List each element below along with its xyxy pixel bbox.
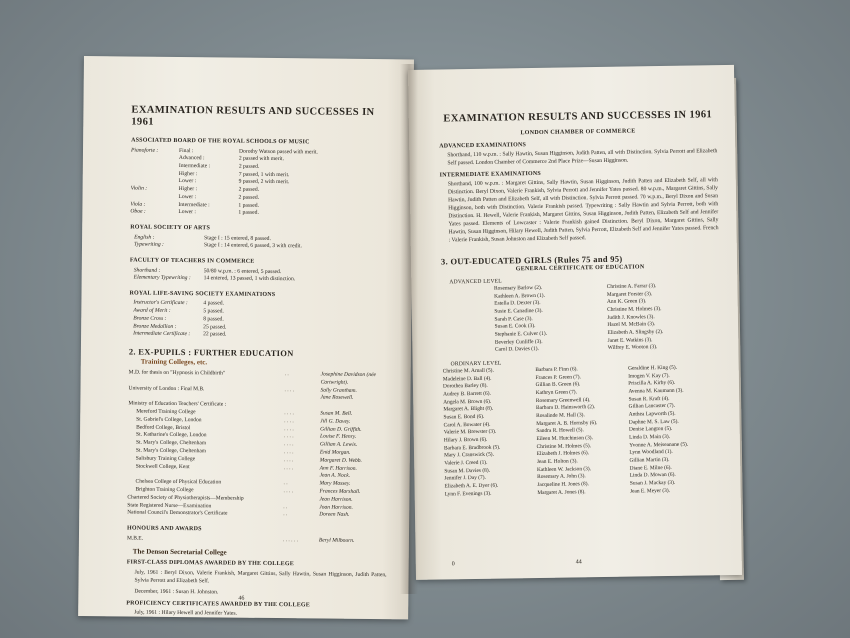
- diplomas-heading: FIRST-CLASS DIPLOMAS AWARDED BY THE COLLEGE: [126, 559, 294, 568]
- list-item: Jean E. Meyer (3).: [629, 487, 670, 495]
- list-item: Avenna M. Kaumann (3).: [628, 387, 684, 395]
- list-item: St. Katharine's College, London . . . . Louise F. Henry.: [136, 431, 357, 441]
- list-item: Barbara E. Bradbrook (5).: [443, 444, 501, 452]
- list-item: Rosalinde M. Hall (3).: [536, 412, 585, 420]
- left-page: [78, 56, 414, 619]
- list-item: Bedford College, Bristol . . . . Gillian D. Griffith.: [136, 424, 362, 433]
- outeducated-heading: 3. OUT-EDUCATED GIRLS (Rules 75 and 95): [440, 253, 623, 267]
- results-row: Intermediate : 2 passed.: [178, 163, 260, 170]
- proficiency-text: July, 1961 : Hilary Hewell and Jennifer Yates.: [134, 609, 237, 617]
- results-row: Viola : Intermediate : 1 passed.: [130, 201, 259, 209]
- ordinary-level-list: [443, 364, 723, 499]
- list-item: Dorothea Barley (8).: [442, 383, 488, 390]
- list-item: Ministry of Education Teachers' Certificate :: [128, 400, 227, 408]
- list-item: Valerie M. Brewster (3).: [443, 429, 497, 436]
- results-row: Lower : 9 passed, 2 with merit.: [178, 178, 290, 186]
- list-item: Jane Rosewell.: [320, 394, 354, 402]
- chamber-heading: LONDON CHAMBER OF COMMERCE: [520, 127, 636, 136]
- list-item: State Registered Nurse—Examination . . Joan Harrison.: [127, 502, 353, 511]
- list-item: Jean A. Nock.: [319, 472, 351, 480]
- list-item: Hilary J. Brown (6).: [443, 436, 488, 444]
- list-item: Ann K. Green (3).: [606, 298, 647, 306]
- music-heading: ASSOCIATED BOARD OF THE ROYAL SCHOOLS OF MUSIC: [131, 137, 310, 146]
- list-item: Margaret A. Blight (8).: [443, 406, 494, 413]
- commerce-heading: FACULTY OF TEACHERS IN COMMERCE: [129, 257, 255, 265]
- list-item: National Council's Demonstrator's Certificate . . Doreen Nash.: [127, 509, 350, 519]
- gce-heading: GENERAL CERTIFICATE OF EDUCATION: [515, 264, 645, 273]
- results-row: Elementary Typewriting : 14 entered, 13 passed, 1 with distinction.: [133, 274, 296, 283]
- diplomas-text-december: December, 1961 : Susan H. Johnston.: [134, 588, 219, 596]
- list-item: Jennifer J. Day (7).: [444, 475, 486, 482]
- ordinary-level-label: ORDINARY LEVEL: [450, 360, 502, 368]
- list-item: Rosemary Greenwell (4).: [535, 396, 591, 404]
- results-row: Bronze Medallion : 25 passed.: [133, 323, 227, 331]
- proficiency-heading: PROFICIENCY CERTIFICATES AWARDED BY THE COLLEGE: [126, 600, 311, 609]
- list-item: Geraldine H. King (5).: [628, 364, 678, 372]
- results-row: Award of Merit : 5 passed.: [133, 307, 224, 315]
- list-item: Brighton Training College . . . . Frances Marshall.: [135, 486, 361, 495]
- book-gutter: [400, 64, 418, 594]
- list-item: Susan M. Davies (8).: [444, 467, 491, 475]
- expupils-heading: 2. EX-PUPILS : FURTHER EDUCATION: [128, 346, 294, 359]
- list-item: Gillian Lancaster (7).: [628, 403, 675, 410]
- list-item: Mereford Training College . . . . Susan M. Bell.: [136, 408, 353, 417]
- list-item: Estella D. Dexter (3).: [494, 300, 541, 307]
- list-item: Stephanie E. Culver (1).: [494, 330, 548, 338]
- list-item: Susan E. Bond (6).: [443, 413, 485, 421]
- list-item: Madeleine D. Ball (4).: [442, 375, 492, 383]
- advanced-exams-heading: ADVANCED EXAMINATIONS: [439, 141, 527, 150]
- results-row: Advanced : 2 passed with merit.: [178, 155, 285, 163]
- left-page-content: [78, 56, 414, 619]
- left-page-number: 46: [238, 595, 245, 602]
- list-item: Carol D. Davies (1).: [494, 346, 539, 353]
- list-item: Judith J. Knowles (3).: [607, 313, 655, 321]
- list-item: St. Gabriel's College, London . . . . Jill G. Davey.: [136, 416, 351, 425]
- list-item: Daphne M. S. Law (5).: [628, 418, 679, 426]
- denson-heading: The Denson Secretarial College: [132, 548, 227, 557]
- list-item: Chartered Society of Physiotherapists—Membership Jean Harrison.: [127, 494, 353, 503]
- diplomas-text: July, 1961 : Beryl Dixon, Valerie Frankish, Margaret Gittins, Sally Hawtin, Susan Higginson, Judith Patten, Sylvia Perrott and Elizabeth Self.: [134, 569, 387, 585]
- list-item: Elizabeth A. Slingsby (2).: [607, 328, 664, 336]
- results-row: Higher : 7 passed, 1 with merit.: [178, 170, 290, 178]
- list-item: Valerie J. Creed (1).: [444, 459, 488, 467]
- right-page-number: 44: [575, 559, 582, 566]
- honours-heading: HONOURS AND AWARDS: [127, 525, 202, 533]
- results-row: Pianoforte : Final : Dorothy Watson passed with merit.: [130, 147, 318, 156]
- list-item: Priscilla A. Kirby (6).: [628, 380, 676, 387]
- list-item: Linda D. Main (3).: [629, 433, 671, 441]
- list-item: Christine M. Arnall (5).: [442, 367, 494, 375]
- results-row: English : Stage I : 15 entered, 8 passed.: [134, 234, 271, 242]
- list-item: Elizabeth J. Holmes (6).: [536, 450, 590, 458]
- list-item: Susan E. Cook (3).: [494, 323, 536, 330]
- results-row: Shorthand : 50/80 w.p.m. : 6 entered, 5 passed.: [133, 267, 282, 275]
- right-page-content: [408, 65, 741, 499]
- advanced-level-list: [441, 282, 720, 355]
- list-item: Eileen M. Hutchinson (3).: [536, 435, 593, 443]
- list-item: Imogen V. Kay (7).: [628, 372, 670, 380]
- advanced-level-col-1: [494, 284, 608, 355]
- list-item: Audrey B. Barrett (6).: [443, 390, 491, 398]
- advanced-level-label: ADVANCED LEVEL: [449, 278, 502, 286]
- results-row: Lower : 2 passed.: [178, 193, 260, 201]
- left-page-title: EXAMINATION RESULTS AND SUCCESSES IN 1961: [131, 104, 375, 128]
- list-item: Kathryn Green (7).: [535, 389, 577, 397]
- ordinary-level-col-1: [443, 367, 538, 499]
- list-item: Wilfrey E. Wooton (3).: [607, 344, 658, 352]
- list-item: Denise Langton (5).: [628, 426, 673, 433]
- list-item: Beverley Cunliffe (3).: [494, 338, 543, 346]
- list-item: Margaret A. Jones (8).: [537, 488, 586, 496]
- list-item: Barbara P. Finn (6).: [535, 366, 578, 374]
- list-item: Chelsea College of Physical Education . . Mary Massey.: [135, 478, 351, 488]
- list-item: Susan J. Mackay (3).: [629, 479, 676, 487]
- list-item: Christine M. Holmes (3).: [607, 305, 662, 313]
- list-item: Rosemary A. John (3).: [537, 473, 586, 481]
- right-page-title: EXAMINATION RESULTS AND SUCCESSES IN 1961: [443, 109, 713, 125]
- list-item: Jacqueline H. Jones (8).: [537, 481, 589, 489]
- list-item: Sandra R. Howell (5).: [536, 427, 584, 435]
- list-item: Lynn F. Evenings (3).: [444, 490, 492, 498]
- lifesaving-heading: ROYAL LIFE-SAVING SOCIETY EXAMINATIONS: [129, 290, 276, 298]
- list-item: Salisbury Training College . . . . Margaret D. Webb.: [135, 455, 362, 464]
- list-item: University of London : Final M.B. . . . . Sally Grantham.: [128, 385, 357, 394]
- list-item: Margaret A. B. Hornsby (6).: [536, 419, 598, 427]
- list-item: Angela M. Brown (6).: [443, 398, 492, 406]
- ordinary-level-col-2: [535, 366, 630, 498]
- list-item: Stockwell College, Kent . . . . Ann F. Harrison.: [135, 463, 357, 472]
- results-row: Instructor's Certificate : 4 passed.: [133, 299, 224, 307]
- advanced-level-col-2: [607, 282, 721, 353]
- advanced-exams-text: Shorthand, 110 w.p.m. : Sally Hawtin, Susan Higginson, Judith Patten, all with Distinction. Sylvia Perrott and Elizabeth Self passed. London Chamber of Commerce 2nd Place Prize—Susan Higginson.: [447, 148, 718, 167]
- list-item: Rosemary Barlow (2).: [493, 284, 543, 292]
- training-colleges-subheading: Training Colleges, etc.: [140, 357, 208, 367]
- list-item: St. Mary's College, Cheltenham . . . . Enid Morgan.: [135, 447, 351, 456]
- list-item: Margaret Forster (3).: [606, 290, 653, 298]
- expupils-list: [127, 370, 389, 521]
- list-item: Elizabeth A. E. Dyer (6).: [444, 482, 499, 490]
- right-page: [408, 65, 742, 580]
- list-item: Susie E. Canadine (3).: [494, 307, 543, 315]
- results-row: Oboe : Lower : 1 passed.: [130, 208, 259, 217]
- list-item: Yvonne A. Meiseanane (5).: [629, 441, 689, 449]
- list-item: St. Mary's College, Cheltenham . . . . Gillian A. Lewis.: [135, 439, 358, 449]
- list-item: Barbara D. Hainsworth (2).: [535, 404, 596, 412]
- arts-heading: ROYAL SOCIETY OF ARTS: [130, 224, 211, 232]
- list-item: Anthea Lapworth (5).: [628, 410, 676, 418]
- list-item: Jean E. Holton (3).: [536, 458, 578, 466]
- results-row: Bronze Cross : 8 passed.: [133, 315, 224, 323]
- list-item: Carol A. Bowater (4).: [443, 421, 491, 429]
- list-item: Mary J. Cranswick (5).: [444, 452, 494, 459]
- list-item: M.D. for thesis on "Hypnosis in Childbirth" . . Josephine Davidson (née Cartwright).: [128, 369, 377, 386]
- intermediate-exams-heading: INTERMEDIATE EXAMINATIONS: [439, 170, 541, 179]
- list-item: Susan R. Kraft (4).: [628, 395, 670, 403]
- results-row: Intermediate Certificate : 22 passed.: [133, 330, 227, 338]
- list-item: Gillian Martin (3).: [629, 456, 670, 464]
- page-mark: 0: [451, 561, 455, 568]
- ordinary-level-col-3: [628, 364, 723, 496]
- list-item: Lynn Woodland (1).: [629, 449, 673, 456]
- list-item: Hazel M. McBain (3).: [607, 321, 656, 329]
- honours-row: M.B.E. . . . . . . Beryl Milbourn.: [126, 535, 355, 544]
- list-item: Christine M. Holmes (5).: [536, 442, 592, 450]
- list-item: Sarah P. Case (3).: [494, 315, 533, 323]
- list-item: Linda D. Mowan (6).: [629, 472, 676, 479]
- results-row: Typewriting : Stage I : 14 entered, 6 passed, 3 with credit.: [133, 241, 302, 250]
- list-item: Janet E. Watkins (3).: [607, 336, 653, 344]
- list-item: Diane E. Milne (6).: [629, 464, 672, 472]
- results-row: Violin : Higher : 2 passed.: [130, 185, 260, 194]
- list-item: Christine A. Farrar (3).: [606, 283, 657, 290]
- list-item: Kathleen W. Jackson (3).: [536, 465, 592, 473]
- intermediate-exams-text: Shorthand, 100 w.p.m. : Margaret Gittins, Sally Hawtin, Susan Higginson, Judith Patten and Elizabeth Self, all with Distinction. Beryl Dixon, Valerie Frankish, Sylvia Perrott and Jennifer Yates passed. 80 w.p.m., Margaret Gittins, Sally Hawtin, Judith Patten and Elizabeth Self, all with Distinction. Sylvia Perrott passed. 70 w.p.m., Beryl Dixon and Susan Higginson, both with Distinction. Valerie Frankish passed. Typewriting : Sally Hawtin and Sylvia Perrott, both with Distinction. H. Hewell, Valerie Frankish, Margaret Gittins, Susan Higginson, Judith Patten, Elizabeth Self and Jennifer Yates passed. Elements of Lowcaster : Valerie Frankish gained Distinction. Beryl Dixon, Margaret Gittins, Sally Hawtin, Susan Higginson, Hilary Hewell, Judith Patten, Sylvia Perrott, Elizabeth Self and Jennifer Yates passed. French : Valerie Frankish, Susan Johnston and Elizabeth Self passed.: [447, 177, 719, 244]
- list-item: Kathleen A. Brown (1).: [494, 292, 545, 300]
- music-results: [130, 147, 391, 219]
- list-item: Frances P. Green (7).: [535, 373, 581, 381]
- list-item: Gillian B. Green (6).: [535, 381, 581, 389]
